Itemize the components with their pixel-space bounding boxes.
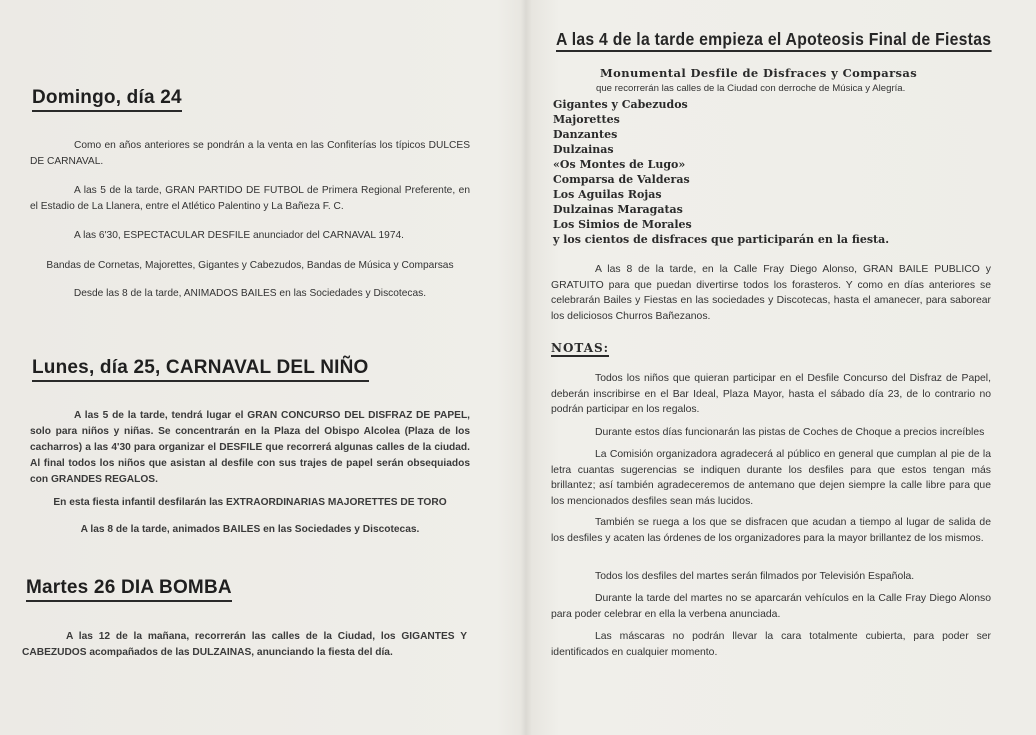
domingo-heading: Domingo, día 24 [32,87,182,112]
note-6: Durante la tarde del martes no se aparcarán vehículos en la Calle Fray Diego Alonso para poder celebrar en ella la verbena anunciada. [551,593,991,620]
domingo-paragraph-2: A las 5 de la tarde, GRAN PARTIDO DE FUTBOL de Primera Regional Preferente, en el Estadio de La Llanera, entre el Atlético Palentino y La Bañeza F. C. [30,185,470,212]
note-7: Las máscaras no podrán llevar la cara totalmente cubierta, para poder ser identificados en cualquier momento. [551,631,991,658]
lunes-paragraph-1: A las 5 de la tarde, tendrá lugar el GRAN CONCURSO DEL DISFRAZ DE PAPEL, solo para niños y niñas. Se concentrarán en la Plaza del Obispo Alcolea (Plaza de los cacharros) a las 4'30 para organizar el DESFILE que recorrerá algunas calles de la ciudad. Al final todos los niños que asistan al desfile con sus trajes de papel serán obsequiados con GRANDES REGALOS. [30,410,470,485]
list-item: Dulzainas Maragatas [553,203,683,216]
list-item: «Os Montes de Lugo» [553,158,686,171]
page-fold [520,0,532,735]
martes-paragraph-1: A las 12 de la mañana, recorrerán las calles de la Ciudad, los GIGANTES Y CABEZUDOS acompañados de las DULZAINAS, anunciando la fiesta del día. [22,631,467,658]
domingo-paragraph-5: Desde las 8 de la tarde, ANIMADOS BAILES en las Sociedades y Discotecas. [73,288,427,299]
note-4: También se ruega a los que se disfracen que acudan a tiempo al lugar de salida de los desfiles y acaten las órdenes de los organizadores para la mayor brillantez de los mismos. [551,517,991,544]
desfile-subtitle: que recorrerán las calles de la Ciudad con derroche de Música y Alegría. [596,83,906,94]
lunes-paragraph-2: En esta fiesta infantil desfilarán las EXTRAORDINARIAS MAJORETTES DE TORO [53,497,447,508]
list-item: Los Aguilas Rojas [553,188,662,201]
list-item: Gigantes y Cabezudos [553,98,688,111]
lunes-paragraph-3: A las 8 de la tarde, animados BAILES en las Sociedades y Discotecas. [80,524,420,535]
gran-baile-paragraph: A las 8 de la tarde, en la Calle Fray Diego Alonso, GRAN BAILE PUBLICO y GRATUITO para que puedan divertirse todos los forasteros. Y como en días anteriores se celebrarán Bailes y Fiestas en las sociedades y Discotecas, hasta el amanecer, para saborear los deliciosos Churros Bañezanos. [551,264,991,322]
note-2: Durante estos días funcionarán las pistas de Coches de Choque a precios increíbles [595,427,985,438]
note-1: Todos los niños que quieran participar en el Desfile Concurso del Disfraz de Papel, deberán inscribirse en el Bar Ideal, Plaza Mayor, hasta el sábado día 23, de lo contrario no podrán participar en los regalos. [551,373,991,415]
desfile-title: Monumental Desfile de Disfraces y Comparsas [600,66,918,80]
list-item: Majorettes [553,113,620,126]
list-item: Danzantes [553,128,618,141]
domingo-paragraph-3: A las 6'30, ESPECTACULAR DESFILE anunciador del CARNAVAL 1974. [74,230,404,241]
participants-list [553,97,993,247]
list-item: Dulzainas [553,143,614,156]
list-item: Comparsa de Valderas [553,173,690,186]
lunes-heading: Lunes, día 25, CARNAVAL DEL NIÑO [32,357,369,382]
martes-heading: Martes 26 DIA BOMBA [26,577,232,602]
notas-heading: NOTAS: [551,341,610,355]
domingo-paragraph-1: Como en años anteriores se pondrán a la venta en las Confiterías los típicos DULCES DE CARNAVAL. [30,140,470,167]
list-item: Los Simios de Morales [553,218,692,231]
domingo-paragraph-4: Bandas de Cornetas, Majorettes, Gigantes y Cabezudos, Bandas de Música y Comparsas [46,260,454,271]
note-3: La Comisión organizadora agradecerá al público en general que cumplan al pie de la letra cuantas sugerencias se indiquen durante los desfiles para que estos tengan más brillantez; así también agradeceremos de antemano que dejen siempre la calle libre para que los mencionados desfiles sean más lucidos. [551,449,991,507]
apoteosis-title: A las 4 de la tarde empieza el Apoteosis Final de Fiestas [556,29,991,52]
note-5: Todos los desfiles del martes serán filmados por Televisión Española. [595,571,915,582]
list-item: y los cientos de disfraces que participarán en la fiesta. [553,233,890,246]
